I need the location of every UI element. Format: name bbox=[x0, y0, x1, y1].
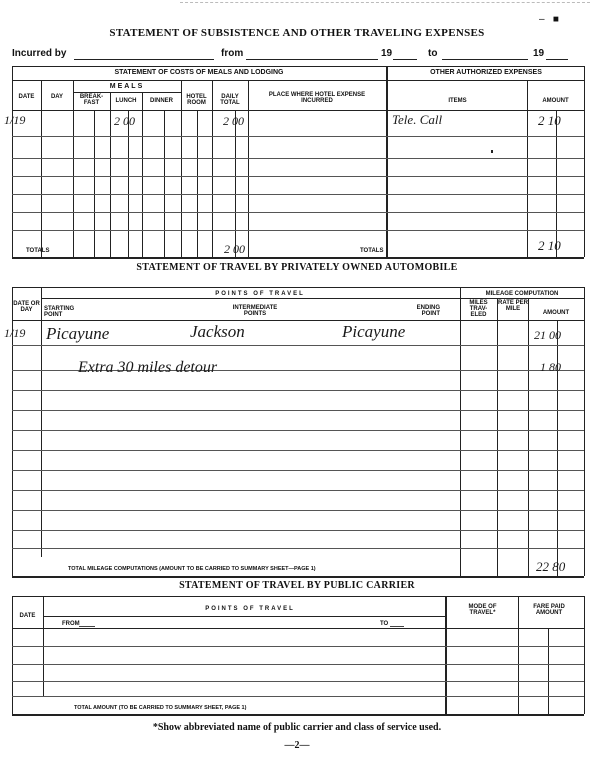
carrier-col-to: TO bbox=[380, 621, 389, 627]
corner-mark: – ■ bbox=[539, 14, 559, 25]
auto-row1-date: 1/19 bbox=[4, 326, 26, 340]
meals-row1-lunch: 2 00 bbox=[114, 114, 135, 128]
auto-row1-intermediate: Jackson bbox=[190, 322, 245, 341]
form-title: STATEMENT OF SUBSISTENCE AND OTHER TRAVELING EXPENSES bbox=[109, 27, 485, 39]
col-daily-total: DAILY TOTAL bbox=[220, 94, 240, 106]
footer-note: *Show abbreviated name of public carrier and class of service used. bbox=[152, 722, 442, 733]
meals-row1-item: Tele. Call bbox=[392, 112, 443, 127]
auto-row1-start: Picayune bbox=[46, 324, 110, 343]
carrier-section-title: STATEMENT OF TRAVEL BY PUBLIC CARRIER bbox=[179, 580, 415, 591]
stray-mark bbox=[491, 150, 493, 153]
other-expenses-title: OTHER AUTHORIZED EXPENSES bbox=[430, 69, 542, 76]
meals-section-title: STATEMENT OF COSTS OF MEALS AND LODGING bbox=[114, 69, 284, 76]
year-field-2[interactable] bbox=[546, 59, 568, 60]
year-label-1: 19 bbox=[381, 48, 393, 59]
from-label: from bbox=[221, 48, 244, 59]
carrier-col-date: DATE bbox=[19, 613, 36, 619]
col-day: DAY bbox=[50, 94, 64, 100]
to-label: to bbox=[428, 48, 438, 59]
incurred-by-field[interactable] bbox=[74, 59, 214, 60]
carrier-col-fare: FARE PAID AMOUNT bbox=[533, 604, 565, 616]
carrier-points-header: POINTS OF TRAVEL bbox=[205, 606, 295, 612]
meals-totals-daily: 2 00 bbox=[224, 242, 245, 256]
other-totals-amount: 2 10 bbox=[538, 238, 561, 253]
mileage-header: MILEAGE COMPUTATION bbox=[485, 291, 559, 297]
year-label-2: 19 bbox=[533, 48, 545, 59]
carrier-col-from: FROM bbox=[62, 621, 80, 627]
col-items: ITEMS bbox=[448, 98, 467, 104]
auto-section-title: STATEMENT OF TRAVEL BY PRIVATELY OWNED AUTOMOBILE bbox=[136, 262, 458, 273]
incurred-by-label: Incurred by bbox=[12, 48, 67, 59]
page-number: —2— bbox=[284, 740, 310, 751]
carrier-col-mode: MODE OF TRAVEL* bbox=[468, 604, 497, 616]
carrier-total-label: TOTAL AMOUNT (TO BE CARRIED TO SUMMARY SHEET, PAGE 1) bbox=[74, 705, 247, 711]
auto-row2-amount: 1 80 bbox=[540, 360, 561, 374]
auto-row1-end: Picayune bbox=[342, 322, 406, 341]
auto-col-amount: AMOUNT bbox=[542, 310, 570, 316]
col-place: PLACE WHERE HOTEL EXPENSE INCURRED bbox=[268, 92, 366, 104]
auto-total-label: TOTAL MILEAGE COMPUTATIONS (AMOUNT TO BE CARRIED TO SUMMARY SHEET—PAGE 1) bbox=[68, 566, 316, 572]
auto-col-date: DATE OR DAY bbox=[13, 301, 40, 313]
auto-col-ending: ENDING POINT bbox=[416, 305, 440, 317]
from-field[interactable] bbox=[246, 59, 378, 60]
meals-header: MEALS bbox=[109, 83, 145, 90]
auto-col-intermediate: INTERMEDIATE POINTS bbox=[232, 305, 278, 317]
other-totals-label: TOTALS bbox=[360, 248, 384, 254]
auto-col-rate: RATE PER MILE bbox=[498, 300, 528, 312]
col-hotel-room: HOTEL ROOM bbox=[186, 94, 207, 106]
auto-row2-note: Extra 30 miles detour bbox=[78, 359, 218, 376]
auto-row1-amount: 21 00 bbox=[534, 328, 561, 342]
to-field[interactable] bbox=[442, 59, 528, 60]
auto-points-header: POINTS OF TRAVEL bbox=[215, 291, 305, 297]
meals-row1-amount: 2 10 bbox=[538, 113, 561, 128]
col-date: DATE bbox=[18, 94, 35, 100]
col-amount: AMOUNT bbox=[542, 98, 569, 104]
col-lunch: LUNCH bbox=[115, 98, 137, 104]
meals-row1-daily-total: 2 00 bbox=[223, 114, 244, 128]
year-field-1[interactable] bbox=[393, 59, 417, 60]
meals-row1-date: 1/19 bbox=[4, 113, 26, 127]
auto-total-amount: 22 80 bbox=[536, 559, 566, 574]
top-edge-dashes bbox=[180, 2, 590, 3]
meals-totals-label: TOTALS bbox=[26, 248, 50, 254]
auto-col-starting: STARTING POINT bbox=[44, 306, 75, 318]
auto-col-miles: MILES TRAV- ELED bbox=[469, 300, 488, 318]
col-dinner: DINNER bbox=[149, 98, 173, 104]
col-breakfast: BREAK- FAST bbox=[79, 94, 104, 106]
